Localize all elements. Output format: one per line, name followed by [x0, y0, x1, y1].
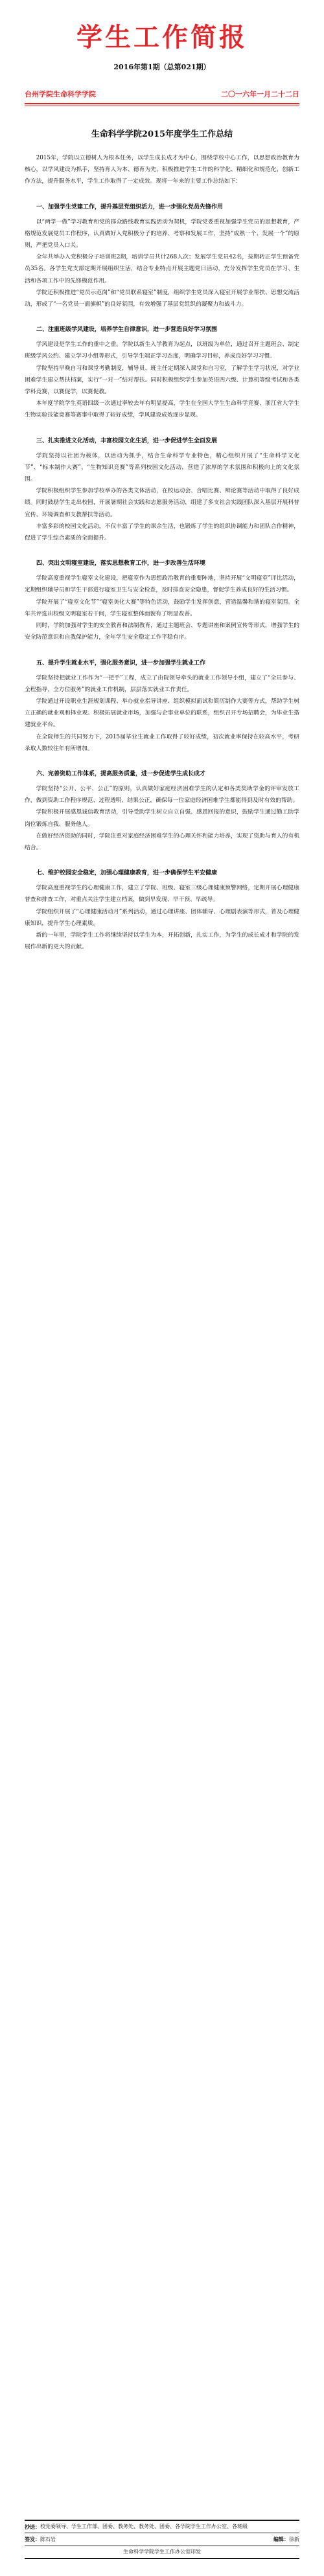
masthead-meta [25, 89, 299, 103]
section-heading: 七、维护校园安全稳定，加强心理健康教育，进一步确保学生平安健康 [36, 870, 218, 877]
issue-date: 二〇一六年一月二十二日 [221, 90, 299, 98]
section-2 [25, 325, 299, 421]
paragraph: 在全院师生的共同努力下，2015届毕业生就业工作取得了较好成绩，初次就业率保持在较高水平，考研录取人数较往年有所增加。 [25, 733, 299, 752]
article-body [25, 152, 299, 953]
paragraph: 本年度学院学生英语四级一次通过率较去年有明显提高，学生在全国大学生生命科学竞赛、浙江省大学生生物实验技能竞赛等赛事中取得了较好成绩，学风建设成效逐步显现。 [25, 400, 299, 419]
red-rule [25, 103, 299, 104]
paragraph: 学院坚持“公开、公平、公正”的原则，认真做好家庭经济困难学生的认定和各类奖助学金的评审发放工作，做到资助工作程序规范、过程透明、结果公正，确保每一位家庭经济困难学生都能得到及时有效的帮助。 [25, 785, 299, 804]
paragraph: 同时，学院加强对学生的安全教育和法制教育，通过主题班会、专题讲座和案例宣传等形式，增强学生的安全防范意识和自我保护能力，全年学生安全稳定工作平稳有序。 [25, 622, 299, 641]
distribution-text: 校党委领导、学生工作部、团委、教务处、教务处、团委、各学院学生工作办公室、各班级 [40, 2524, 248, 2529]
paragraph: 丰富多彩的校园文化活动，不仅丰富了学生的课余生活，也锻炼了学生的组织协调能力和团队合作精神，促进了学生综合素质的全面提升。 [25, 523, 299, 542]
publisher-row [25, 2546, 299, 2558]
issuing-org: 台州学院生命科学学院 [25, 90, 96, 98]
section-heading: 三、扎实推进文化活动，丰富校园文化生活，进一步促进学生全面发展 [36, 437, 218, 444]
editor-name: 徐新 [289, 2536, 299, 2542]
paragraph: 以“两学一做”学习教育和党的群众路线教育实践活动为契机，学院党委重视加强学生党员的思想教育，严格规范发展党员工作程序，认真做好入党积极分子的培养、考察和发展工作，坚持“成熟一个、发展一个”的原则，严把党员入口关。 [25, 218, 299, 249]
section-intro [25, 152, 299, 188]
footer-rule [25, 2558, 299, 2559]
masthead [0, 0, 324, 72]
section-7 [25, 868, 299, 953]
paragraph: 学院开展了“寝室文化节”“寝室美化大赛”等特色活动，鼓励学生发挥创意，营造温馨和谐的寝室氛围。全年共评选出校级文明寝室若干间，学生寝室整体面貌有了明显改善。 [25, 598, 299, 617]
signature-row [25, 2533, 299, 2546]
section-heading: 六、完善资助工作体系，提高服务质量，进一步促进学生成长成才 [36, 770, 206, 777]
paragraph: 2015年，学院以立德树人为根本任务，以学生成长成才为中心，围绕学校中心工作，以思想政治教育为核心，以学风建设为抓手，坚持育人为本、德育为先，积极推进学生工作的科学化、精细化和规范化，创新工作方法，提升服务水平，学生工作取得了一定成效。现将一年来的主要工作总结如下： [25, 155, 299, 185]
footer [25, 2520, 299, 2559]
section-6 [25, 769, 299, 854]
publisher: 生命科学学院学生工作办公室印发 [123, 2549, 201, 2555]
article-title: 生命科学学院2015年度学生工作总结 [91, 130, 233, 139]
sign-name: 陈石岩 [40, 2536, 56, 2542]
signer [25, 2535, 56, 2544]
paragraph: 学院坚持以社团为载体，以活动为抓手，结合生命科学专业特色，精心组织开展了“生命科学文化节”、“标本制作大赛”、“生物知识竞赛”等系列校园文化活动，营造了浓厚的学术氛围和积极向上的文化氛围。 [25, 452, 299, 483]
distribution-row [25, 2521, 299, 2533]
paragraph: 学院通过开设职业生涯规划课程、举办就业指导讲座、组织模拟面试和简历制作大赛等方式，帮助学生树立正确的就业观和择业观。积极拓展就业市场，加强与企事业单位的联系，组织召开专场招聘会，为毕业生搭建就业平台。 [25, 698, 299, 729]
section-1 [25, 202, 299, 311]
paragraph: 学院积极组织学生参加学校举办的各类文体活动，在校运动会、合唱比赛、辩论赛等活动中取得了良好成绩。同时鼓励学生走出校园，开展暑期社会实践和志愿服务活动，组建了多支社会实践团队深入基层开展科普宣传、环境调查和支教帮扶等活动。 [25, 488, 299, 518]
paragraph: 学院高度重视学生的心理健康工作，建立了学院、班级、寝室三级心理健康预警网络，定期开展心理健康普查和排查工作，对重点关注学生建立档案，做到早发现、早干预、早疏导。 [25, 885, 299, 904]
editor-label: 编辑： [273, 2536, 289, 2542]
section-heading: 五、提升学生就业水平，强化服务意识，进一步加强学生就业工作 [36, 659, 206, 667]
paragraph: 新的一年里，学院学生工作将继续坚持以学生为本，开拓创新，扎实工作，为学生的成长成才和学院的发展作出新的更大的贡献。 [25, 931, 299, 951]
distribution-label: 抄送： [25, 2524, 40, 2530]
paragraph: 学院还积极推进“党员示范岗”和“党员联系寝室”制度，组织学生党员深入寝室开展学业帮扶、思想交流活动，形成了“一名党员一面旗帜”的良好氛围，有效增强了基层党组织的凝聚力和战斗力。 [25, 289, 299, 308]
section-heading: 二、注重班级学风建设，培养学生自律意识，进一步营造良好学习氛围 [36, 326, 218, 334]
paragraph: 学风建设是学生工作的重中之重。学院以新生入学教育为起点，以班级为单位，通过召开主题班会、制定班级学风公约、建立学习小组等形式，引导学生端正学习态度，明确学习目标，养成良好学习习惯。 [25, 341, 299, 360]
paragraph: 学院高度重视学生寝室文化建设，把寝室作为思想政治教育的重要阵地，坚持开展“文明寝室”评比活动，定期组织辅导员和学生干部进行寝室卫生与安全检查，及时排查安全隐患，督促学生养成良好的生活习惯。 [25, 575, 299, 594]
paragraph: 全年共举办入党积极分子培训班2期，培训学员共计268人次；发展学生党员42名，按期转正学生预备党员35名。各学生党支部定期开展组织生活，结合专业特点开展主题党日活动，充分发挥学生党员在学习、生活和各项工作中的先锋模范作用。 [25, 254, 299, 284]
paragraph: 学院积极开展感恩诚信教育活动，引导受助学生树立自立自强、感恩回报的意识，鼓励学生通过勤工助学岗位锻炼自我、服务他人。 [25, 809, 299, 828]
editor [273, 2535, 299, 2544]
paragraph: 学院组织开展了“心理健康活动月”系列活动，通过心理讲座、团体辅导、心理剧表演等形式，普及心理健康知识，提升学生心理素质。 [25, 908, 299, 927]
section-heading: 一、加强学生党建工作，提升基层党组织活力，进一步强化党员先锋作用 [36, 203, 224, 211]
section-heading: 四、突出文明寝室建设，落实思想教育工作，进一步改善生活环境 [36, 560, 206, 567]
issue-number: 2016年第1期（总第021期） [113, 63, 211, 71]
sign-label: 签发： [25, 2536, 40, 2542]
section-4 [25, 558, 299, 643]
paragraph: 学院坚持早晚自习和课堂考勤制度，辅导员、班主任定期深入课堂和自习室，了解学生学习状况，对学业困难学生建立帮扶档案，实行“一对一”结对帮扶。同时积极组织学生参加英语四六级、计算机等级考试和各类学科竞赛，以赛促学，以赛促教。 [25, 365, 299, 396]
section-5 [25, 658, 299, 755]
paragraph: 学院坚持把就业工作作为“一把手”工程，成立了由院领导牵头的就业工作领导小组，建立了“全员参与、全程指导、全方位服务”的就业工作机制，层层落实就业工作责任。 [25, 674, 299, 693]
section-3 [25, 436, 299, 545]
paragraph: 在做好经济资助的同时，学院注重对家庭经济困难学生的心理关怀和能力培养，实现了资助与育人的有机结合。 [25, 832, 299, 851]
newsletter-title: 学生工作简报 [76, 22, 248, 52]
